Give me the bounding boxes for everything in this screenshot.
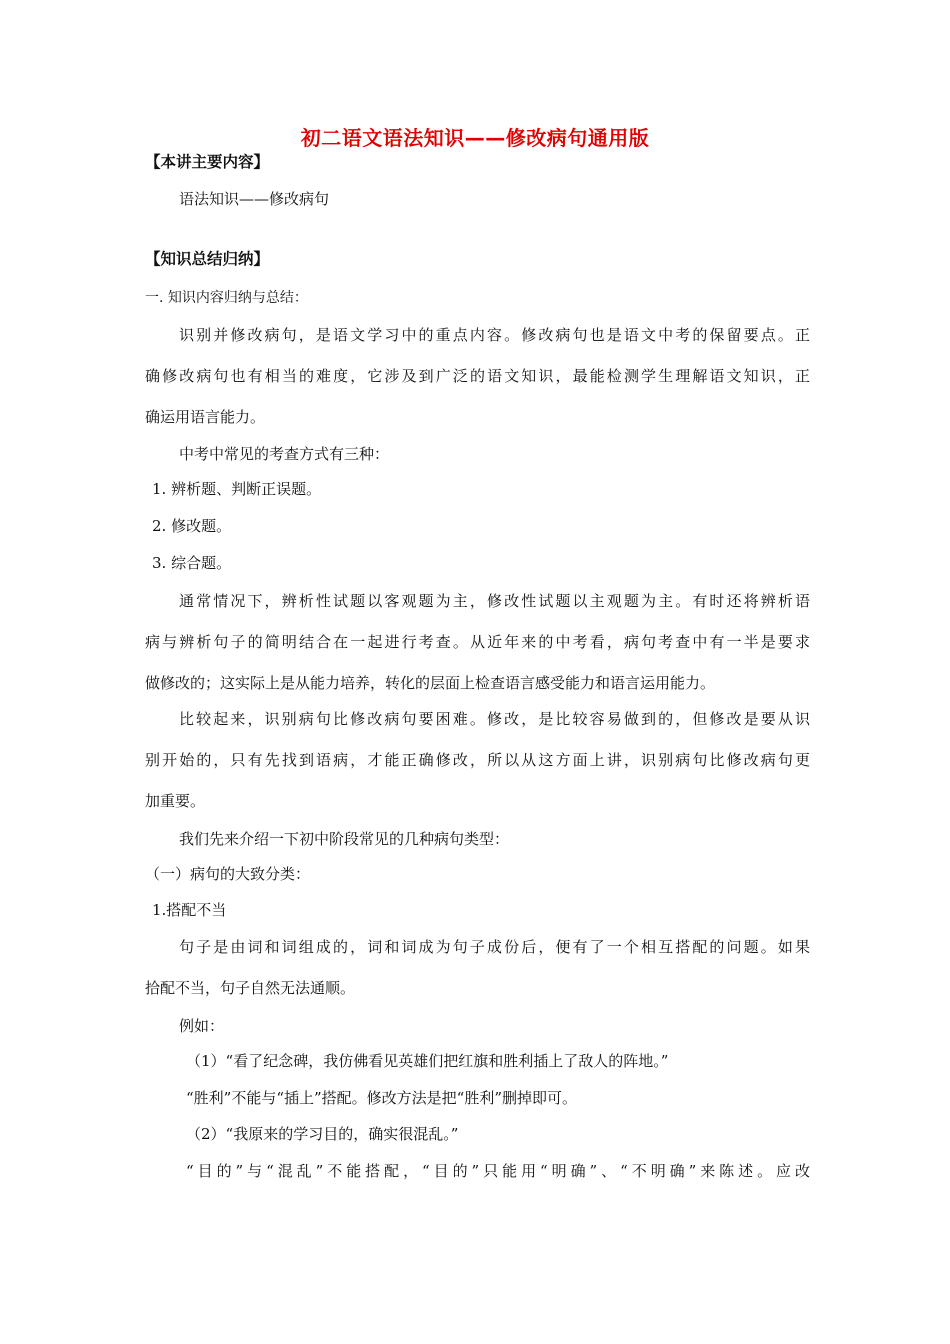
paragraph-line: 比较起来，识别病句比修改病句要困难。修改，是比较容易做到的，但修改是要从识 (179, 710, 810, 728)
document-title: 初二语文语法知识——修改病句通用版 (300, 126, 650, 150)
paragraph-line: 别开始的，只有先找到语病，才能正确修改，所以从这方面上讲，识别病句比修改病句更 (145, 751, 810, 769)
example-note: “胜利”不能与“插上”搭配。修改方法是把“胜利”删掉即可。 (186, 1089, 578, 1107)
paragraph-line: 通常情况下，辨析性试题以客观题为主，修改性试题以主观题为主。有时还将辨析语 (179, 592, 810, 610)
example-note: “目的”与“混乱”不能搭配，“目的”只能用“明确”、“不明确”来陈述。应改 (186, 1162, 810, 1180)
paragraph-line: 拾配不当，句子自然无法通顺。 (145, 979, 356, 997)
paragraph-line: 加重要。 (145, 792, 206, 810)
summary-heading: 【知识总结归纳】 (145, 250, 270, 268)
paragraph-line: 病与辨析句子的简明结合在一起进行考查。从近年来的中考看，病句考查中有一半是要求 (145, 633, 810, 651)
list-item: 2. 修改题。 (152, 517, 232, 535)
paragraph-line: 中考中常见的考查方式有三种： (179, 445, 390, 463)
paragraph-line: 做修改的；这实际上是从能力培养，转化的层面上检查语言感受能力和语言运用能力。 (145, 674, 716, 692)
paragraph-line: 我们先来介绍一下初中阶段常见的几种病句类型： (179, 830, 510, 848)
example-sentence: （1）“看了纪念碑，我仿佛看见英雄们把红旗和胜利插上了敌人的阵地。” (186, 1052, 669, 1070)
part1-heading: 一. 知识内容归纳与总结： (145, 290, 308, 306)
paragraph-line: 确修改病句也有相当的难度，它涉及到广泛的语文知识，最能检测学生理解语文知识，正 (145, 367, 810, 385)
main-content-text: 语法知识——修改病句 (179, 190, 330, 208)
example-sentence: （2）“我原来的学习目的，确实很混乱。” (186, 1125, 459, 1143)
paragraph-line: 句子是由词和词组成的，词和词成为句子成份后，便有了一个相互搭配的问题。如果 (179, 938, 810, 956)
list-item: 3. 综合题。 (152, 554, 232, 572)
paragraph-line: 识别并修改病句，是语文学习中的重点内容。修改病句也是语文中考的保留要点。正 (179, 326, 810, 344)
paragraph-line: 确运用语言能力。 (145, 408, 266, 426)
list-item: 1. 辨析题、判断正误题。 (152, 480, 322, 498)
example-label: 例如： (179, 1017, 225, 1035)
list-item: 1.搭配不当 (152, 901, 227, 919)
sub-heading: （一）病句的大致分类： (145, 865, 311, 883)
main-content-heading: 【本讲主要内容】 (145, 153, 270, 171)
